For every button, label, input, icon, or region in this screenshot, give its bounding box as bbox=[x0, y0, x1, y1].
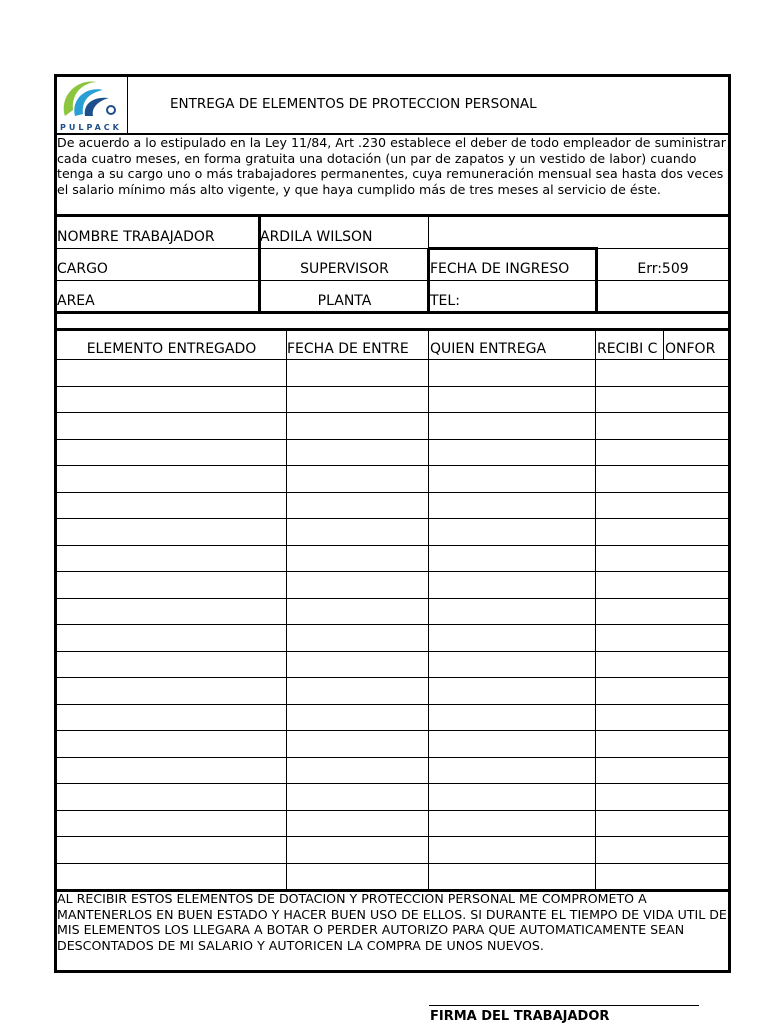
info-bottom bbox=[54, 311, 731, 314]
signature-label: FIRMA DEL TRABAJADOR bbox=[430, 1009, 610, 1024]
header-quien: QUIEN ENTREGA bbox=[430, 341, 547, 357]
logo-text: PULPACK bbox=[60, 123, 122, 132]
header-conforme: ONFOR bbox=[665, 341, 716, 357]
name-value: ARDILA WILSON bbox=[260, 229, 373, 245]
table-row bbox=[56, 836, 729, 837]
table-row bbox=[56, 704, 729, 705]
table-row bbox=[56, 386, 729, 387]
header-recibi: RECIBI C bbox=[597, 341, 658, 357]
form-title: ENTREGA DE ELEMENTOS DE PROTECCION PERSONAL bbox=[170, 96, 537, 112]
signature-line bbox=[429, 1005, 699, 1006]
cargo-value: SUPERVISOR bbox=[300, 261, 389, 277]
frame-bottom bbox=[54, 970, 731, 973]
info-row-1b bbox=[598, 248, 729, 249]
info-row-2 bbox=[56, 280, 729, 281]
table-row bbox=[56, 810, 729, 811]
table-row bbox=[56, 545, 729, 546]
table-col-3 bbox=[595, 331, 596, 890]
info-col-2a bbox=[428, 216, 429, 248]
logo bbox=[57, 76, 127, 132]
table-row bbox=[56, 730, 729, 731]
area-value: PLANTA bbox=[317, 293, 372, 309]
table-row bbox=[56, 863, 729, 864]
table-row bbox=[56, 757, 729, 758]
commitment-paragraph: AL RECIBIR ESTOS ELEMENTOS DE DOTACION Y PROTECCION PERSONAL ME COMPROMETO A MANTENERLOS EN BUEN ESTADO Y HACER BUEN USO DE ELLOS. SI DURANTE EL TIEMPO DE VIDA UTIL DE MIS ELEMENTOS LOS LLEGARA A BOTAR O PERDER AUTORIZO PARA QUE AUTOMATICAMENTE SEAN DESCONTADOS DE MI SALARIO Y AUTORICEN LA COMPRA DE UNOS NUEVOS. bbox=[57, 891, 727, 953]
legal-divider bbox=[54, 214, 731, 217]
area-label: AREA bbox=[57, 293, 95, 309]
table-row bbox=[56, 359, 729, 360]
table-col-1 bbox=[286, 331, 287, 890]
table-row bbox=[56, 465, 729, 466]
table-row bbox=[56, 651, 729, 652]
ingreso-value: Err:509 bbox=[637, 261, 689, 277]
cargo-label: CARGO bbox=[57, 261, 108, 277]
table-row bbox=[56, 518, 729, 519]
ingreso-box-top bbox=[428, 247, 598, 250]
table-row bbox=[56, 412, 729, 413]
header-fecha: FECHA DE ENTRE bbox=[287, 341, 409, 357]
table-row bbox=[56, 624, 729, 625]
name-label: NOMBRE TRABAJADOR bbox=[57, 229, 215, 245]
table-row bbox=[56, 439, 729, 440]
frame-left bbox=[54, 74, 57, 973]
table-row bbox=[56, 783, 729, 784]
table-row bbox=[56, 677, 729, 678]
table-col-4 bbox=[663, 331, 664, 359]
tel-label: TEL: bbox=[430, 293, 460, 309]
header-elemento: ELEMENTO ENTREGADO bbox=[86, 341, 257, 357]
pulpack-swirl-icon bbox=[57, 76, 127, 124]
legal-paragraph: De acuerdo a lo estipulado en la Ley 11/84, Art .230 establece el deber de todo empleador de suministrar cada cuatro meses, en forma gratuita una dotación (un par de zapatos y un vestido de labor) cuando tenga a su cargo uno o más trabajadores permanentes, cuya remuneración mensual sea hasta dos veces el salario mínimo más alto vigente, y que haya cumplido más de tres meses al servicio de éste. bbox=[57, 135, 726, 197]
frame-top bbox=[54, 74, 731, 77]
table-col-2 bbox=[428, 331, 429, 890]
frame-right bbox=[728, 74, 731, 973]
spacer-bottom bbox=[54, 328, 731, 331]
logo-divider bbox=[127, 76, 128, 134]
table-row bbox=[56, 571, 729, 572]
table-row bbox=[56, 492, 729, 493]
table-row bbox=[56, 598, 729, 599]
ingreso-label: FECHA DE INGRESO bbox=[430, 261, 570, 277]
info-row-1 bbox=[56, 248, 429, 249]
